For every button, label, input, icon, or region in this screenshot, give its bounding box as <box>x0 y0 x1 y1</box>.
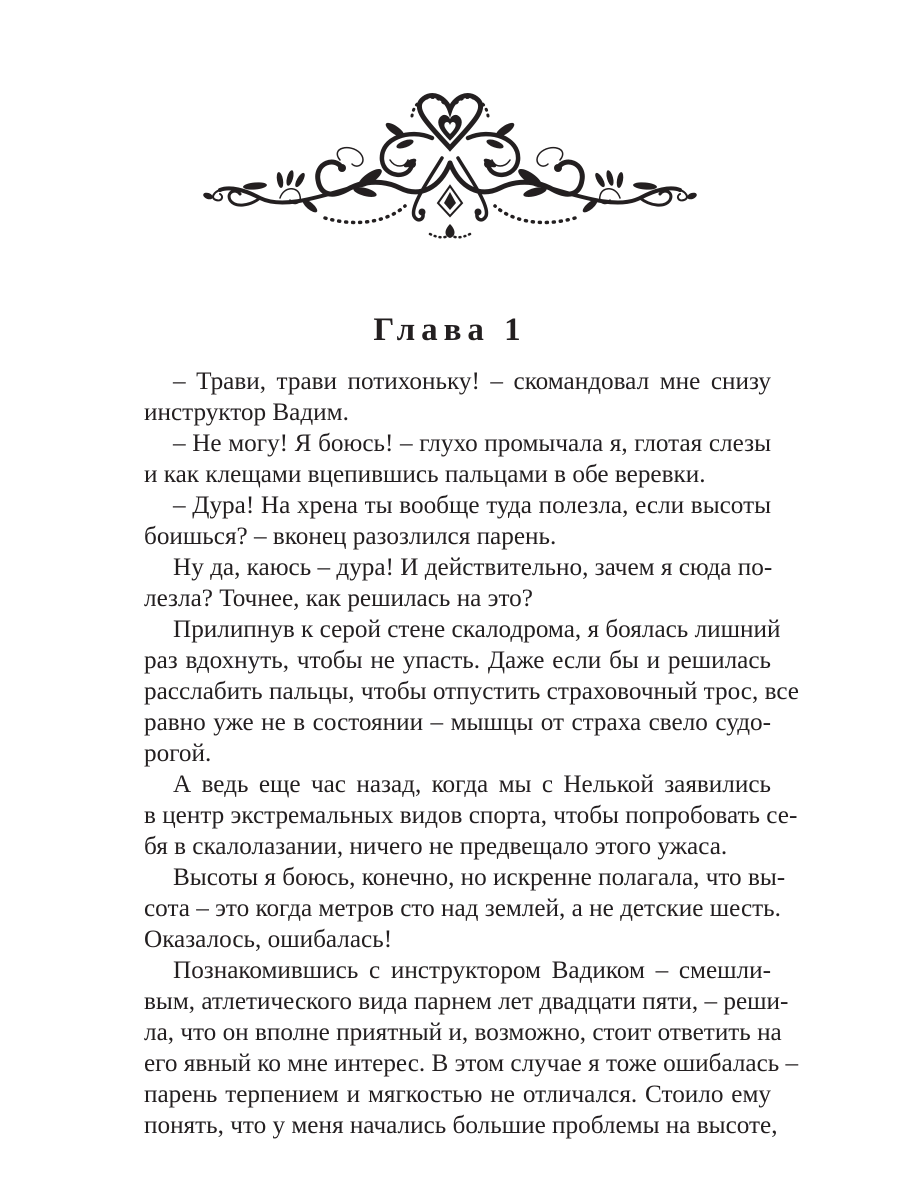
text-line: – Дура! На хрена ты вообще туда полезла, если высоты <box>173 492 771 519</box>
text-line: равно уже не в состоянии – мышцы от страха свело судо- <box>144 709 771 736</box>
text-line: рогой. <box>144 740 212 767</box>
text-line: сота – это когда метров сто над землей, а не детские шесть. <box>144 895 781 922</box>
paragraph <box>144 955 799 1141</box>
chapter-title: Глава 1 <box>373 312 527 348</box>
text-line: расслабить пальцы, чтобы отпустить страховочный трос, все <box>144 678 799 705</box>
paragraph <box>144 428 771 490</box>
text-line: лезла? Точнее, как решилась на это? <box>144 585 533 612</box>
paragraph <box>144 862 786 955</box>
text-line: – Трави, трави потихоньку! – скомандовал мне снизу <box>173 368 771 395</box>
text-line: Ну да, каюсь – дура! И действительно, зачем я сюда по- <box>173 554 773 581</box>
text-line: Высоты я боюсь, конечно, но искренне полагала, что вы- <box>173 864 786 891</box>
text-line: бя в скалолазании, ничего не предвещало этого ужаса. <box>144 833 728 860</box>
floral-heart-ornament-icon <box>200 88 700 248</box>
text-line: в центр экстремальных видов спорта, чтобы попробовать се- <box>144 802 798 829</box>
text-line: ла, что он вполне приятный и, возможно, стоит ответить на <box>144 1019 782 1046</box>
text-line: Прилипнув к серой стене скалодрома, я боялась лишний <box>173 616 781 643</box>
text-line: боишься? – вконец разозлился парень. <box>144 523 557 550</box>
text-line: Оказалось, ошибалась! <box>144 926 393 953</box>
text-line: инструктор Вадим. <box>144 399 349 426</box>
text-line: и как клещами вцепившись пальцами в обе веревки. <box>144 461 706 488</box>
text-line: раз вдохнуть, чтобы не упасть. Даже если бы и решилась <box>144 647 771 674</box>
text-line: – Не могу! Я боюсь! – глухо промычала я, глотая слезы <box>173 430 771 457</box>
paragraph <box>144 769 798 862</box>
paragraph <box>144 614 799 769</box>
text-line: А ведь еще час назад, когда мы с Нелькой заявились <box>173 771 771 798</box>
chapter-body-text <box>144 366 799 1141</box>
text-line: парень терпением и мягкостью не отличался. Стоило ему <box>144 1081 771 1108</box>
text-line: вым, атлетического вида парнем лет двадцати пяти, – реши- <box>144 988 789 1015</box>
paragraph <box>144 366 771 428</box>
paragraph <box>144 490 771 552</box>
text-line: понять, что у меня начались большие проблемы на высоте, <box>144 1112 778 1139</box>
text-line: его явный ко мне интерес. В этом случае я тоже ошибалась – <box>144 1050 799 1077</box>
paragraph <box>144 552 771 614</box>
text-line: Познакомившись с инструктором Вадиком – смешли- <box>173 957 771 984</box>
